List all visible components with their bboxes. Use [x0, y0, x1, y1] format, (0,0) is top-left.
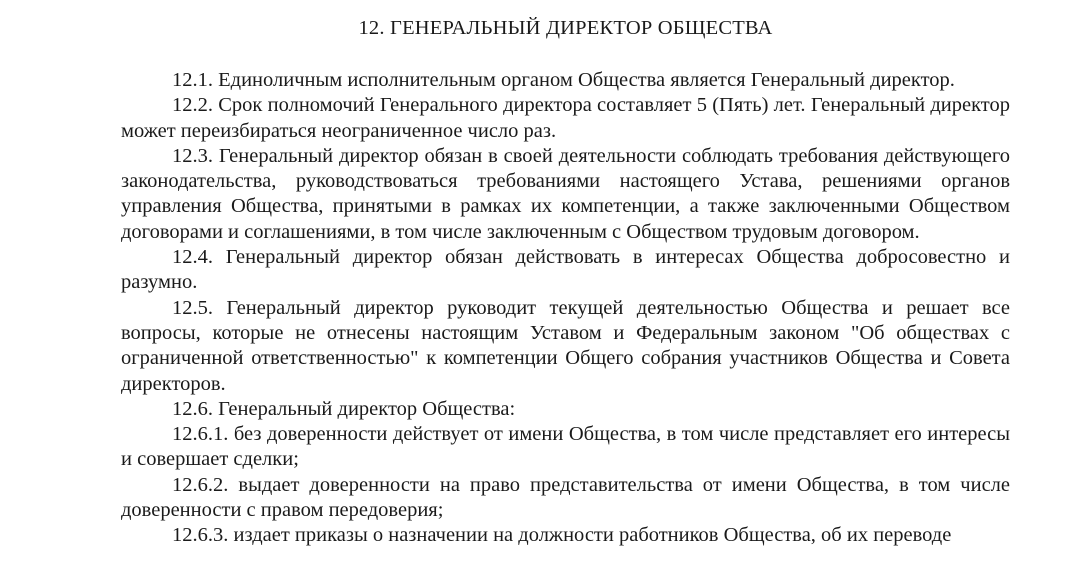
- document-body: [121, 68, 1010, 549]
- paragraph-12-4: 12.4. Генеральный директор обязан действовать в интересах Общества добросовестно и разумно.: [121, 246, 1010, 294]
- section-heading: 12. ГЕНЕРАЛЬНЫЙ ДИРЕКТОР ОБЩЕСТВА: [358, 17, 773, 39]
- paragraph-12-6-2: 12.6.2. выдает доверенности на право представительства от имени Общества, в том числе доверенности с правом передоверия;: [121, 473, 1010, 522]
- paragraph-12-3: 12.3. Генеральный директор обязан в своей деятельности соблюдать требования действующего законодательства, руководствоваться требованиями настоящего Устава, решениями органов управления Общества, принятыми в рамках их компетенции, а также заключенными Обществом договорами и соглашениями, в том числе заключенным с Обществом трудовым договором.: [121, 144, 1010, 243]
- paragraph-12-2: 12.2. Срок полномочий Генерального директора составляет 5 (Пять) лет. Генеральный директор может переизбираться неограниченное число раз.: [121, 94, 1010, 142]
- paragraph-12-6-3: 12.6.3. издает приказы о назначении на должности работников Общества, об их переводе: [172, 524, 952, 547]
- paragraph-12-6: 12.6. Генеральный директор Общества:: [172, 397, 516, 420]
- paragraph-12-6-1: 12.6.1. без доверенности действует от имени Общества, в том числе представляет его интересы и совершает сделки;: [121, 423, 1010, 471]
- paragraph-12-5: 12.5. Генеральный директор руководит текущей деятельностью Общества и решает все вопросы, которые не отнесены настоящим Уставом и Федеральным законом "Об обществах с ограниченной ответственностью" к компетенции Общего собрания участников Общества и Совета директоров.: [121, 296, 1010, 395]
- paragraph-12-1: 12.1. Единоличным исполнительным органом Общества является Генеральный директор.: [172, 69, 955, 91]
